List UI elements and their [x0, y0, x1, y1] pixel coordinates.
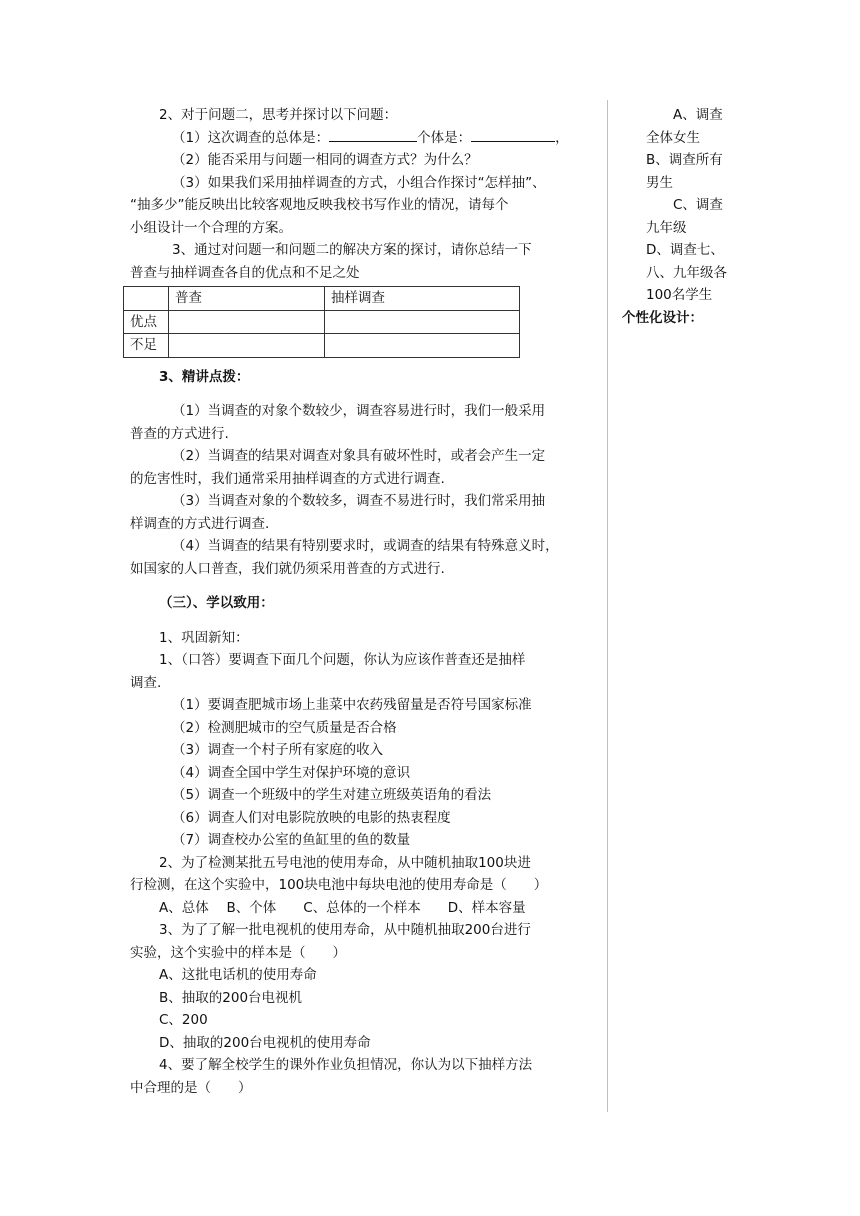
list-item: （4）调查全国中学生对保护环境的意识 — [172, 764, 411, 781]
table-row-label: 不足 — [124, 334, 169, 358]
table-cell[interactable] — [325, 310, 520, 334]
list-item: （5）调查一个班级中的学生对建立班级英语角的看法 — [172, 787, 492, 803]
comparison-table — [123, 286, 520, 358]
table-header-row — [124, 287, 520, 311]
jingjiang-p3-line2: 样调查的方式进行调查. — [130, 515, 270, 532]
table-cell[interactable] — [169, 310, 325, 334]
table-cell[interactable] — [325, 334, 520, 358]
part2-q1 — [130, 127, 580, 150]
part3-line2: 普查与抽样调查各自的优点和不足之处 — [130, 264, 360, 281]
section3-q3-line1: 3、为了了解一批电视机的使用寿命，从中随机抽取200台进行 — [159, 922, 531, 938]
sidebar-column — [622, 104, 737, 329]
sidebar-line: 全体女生 — [646, 129, 700, 146]
main-column — [130, 104, 580, 1099]
part2-heading: 2、对于问题二，思考并探讨以下问题： — [159, 107, 398, 123]
section3-q3-option-c: C、200 — [159, 1012, 208, 1028]
table-row — [124, 334, 520, 358]
jingjiang-p3-line1: （3）当调查对象的个数较多，调查不易进行时，我们常采用抽 — [172, 493, 546, 509]
column-divider — [607, 100, 608, 1112]
list-item: （7）调查校办公室的鱼缸里的鱼的数量 — [172, 832, 411, 848]
jingjiang-p4-line2: 如国家的人口普查，我们就仍须采用普查的方式进行. — [130, 560, 445, 577]
jingjiang-p1-line2: 普查的方式进行. — [130, 425, 229, 442]
list-item: （3）调查一个村子所有家庭的收入 — [172, 742, 384, 758]
part2-q2: （2）能否采用与问题一相同的调查方式？为什么？ — [172, 152, 478, 168]
answer-blank-individual[interactable] — [471, 127, 555, 142]
part2-q3-line2: “抽多少”能反映出比较客观地反映我校书写作业的情况，请每个 — [130, 197, 509, 213]
sidebar-line: 100名学生 — [646, 287, 713, 303]
section3-q3-option-a: A、这批电话机的使用寿命 — [159, 967, 317, 983]
part2-q1-middle: 个体是： — [417, 129, 472, 146]
section3-q2-line2: 行检测，在这个实验中，100块电池中每块电池的使用寿命是（ ） — [130, 877, 548, 893]
jingjiang-p4-line1: （4）当调查的结果有特别要求时，或调查的结果有特殊意义时， — [172, 538, 559, 554]
part2-q3-line1: （3）如果我们采用抽样调查的方式，小组合作探讨“怎样抽”、 — [172, 174, 546, 191]
table-header-cell — [124, 287, 169, 311]
section3-q4-line2: 中合理的是（ ） — [130, 1079, 252, 1096]
list-item: （2）检测肥城市的空气质量是否合格 — [172, 719, 397, 736]
section3-q1-line1: 1、（口答）要调查下面几个问题，你认为应该作普查还是抽样 — [159, 652, 526, 668]
section3-q1-line2: 调查. — [130, 674, 162, 691]
sidebar-line: B、调查所有 — [646, 152, 723, 168]
list-item: （6）调查人们对电影院放映的电影的热衷程度 — [172, 809, 451, 826]
sidebar-line: A、调查 — [646, 107, 723, 123]
answer-blank-total[interactable] — [329, 127, 417, 142]
section3-q3-option-d: D、抽取的200台电视机的使用寿命 — [159, 1034, 371, 1051]
sidebar-line: 男生 — [646, 174, 673, 191]
sidebar-line: D、调查七、 — [646, 242, 724, 258]
table-header-cell: 抽样调查 — [325, 287, 520, 311]
section3-q3-line2: 实验，这个实验中的样本是（ ） — [130, 944, 346, 961]
jingjiang-p2-line1: （2）当调查的结果对调查对象具有破坏性时，或者会产生一定 — [172, 448, 546, 464]
jingjiang-p1-line1: （1）当调查的对象个数较少，调查容易进行时，我们一般采用 — [172, 403, 546, 419]
section3-q2-line1: 2、为了检测某批五号电池的使用寿命，从中随机抽取100块进 — [159, 854, 531, 871]
sidebar-line: C、调查 — [646, 197, 723, 213]
table-row — [124, 310, 520, 334]
table-header-cell: 普查 — [169, 287, 325, 311]
section3-q2-options: A、总体 B、个体 C、总体的一个样本 D、样本容量 — [159, 899, 526, 916]
jingjiang-heading: 3、精讲点拨： — [159, 368, 250, 385]
part2-q1-prefix: （1）这次调查的总体是： — [172, 129, 330, 146]
design-label: 个性化设计： — [622, 309, 703, 326]
section3-sub1: 1、巩固新知： — [159, 629, 249, 646]
jingjiang-p2-line2: 的危害性时，我们通常采用抽样调查的方式进行调查. — [130, 470, 445, 487]
table-cell[interactable] — [169, 334, 325, 358]
sidebar-line: 八、九年级各 — [646, 264, 727, 281]
section3-q3-option-b: B、抽取的200台电视机 — [159, 989, 303, 1006]
part3-line1: 3、通过对问题一和问题二的解决方案的探讨，请你总结一下 — [172, 242, 532, 258]
section3-heading: （三）、学以致用： — [159, 595, 274, 611]
sidebar-line: 九年级 — [646, 219, 687, 236]
list-item: （1）要调查肥城市场上韭菜中农药残留量是否符号国家标准 — [172, 697, 532, 713]
section3-q4-line1: 4、要了解全校学生的课外作业负担情况，你认为以下抽样方法 — [159, 1057, 533, 1073]
table-row-label: 优点 — [124, 310, 169, 334]
part2-q1-suffix: ， — [555, 129, 569, 146]
part2-q3-line3: 小组设计一个合理的方案。 — [130, 219, 292, 236]
